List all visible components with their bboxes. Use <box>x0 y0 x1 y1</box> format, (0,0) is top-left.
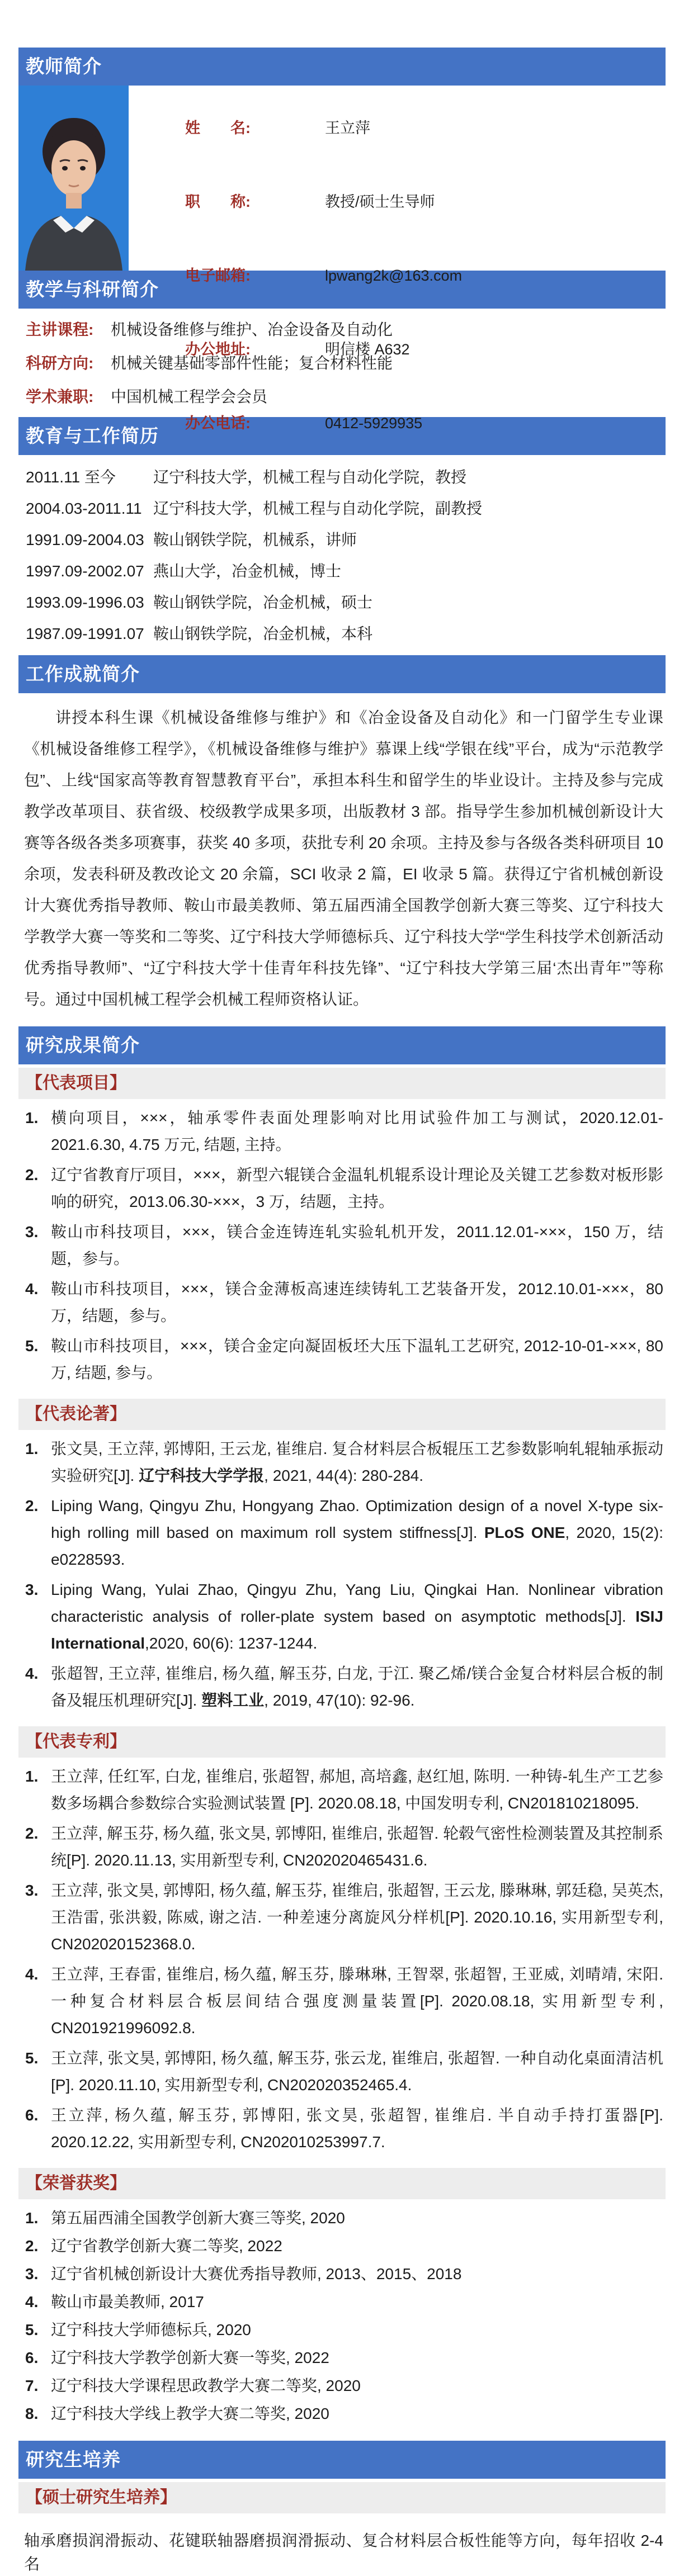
value-courses: 机械设备维修与维护、冶金设备及自动化 <box>111 321 393 338</box>
row-research-direction <box>26 353 666 373</box>
value-research-direction: 机械关键基础零部件性能；复合材料性能 <box>111 354 393 372</box>
honor-item: 第五届西浦全国教学创新大赛三等奖, 2020 <box>51 2209 345 2227</box>
timeline-detail: 辽宁科技大学，机械工程与自动化学院，教授 <box>153 468 467 486</box>
timeline-detail: 燕山大学，冶金机械，博士 <box>153 562 342 580</box>
label-research-direction: 科研方向: <box>26 354 94 372</box>
timeline-entry <box>26 561 666 581</box>
honor-item: 辽宁省教学创新大赛二等奖, 2022 <box>51 2237 282 2255</box>
timeline-entry <box>26 499 666 519</box>
master-training-paragraph: 轴承磨损润滑振动、花键联轴器磨损润滑振动、复合材料层合板性能等方向，每年招收 2-4 名 <box>24 2532 663 2573</box>
section-header-graduate-training <box>18 2441 666 2479</box>
field-label-email: 电子邮箱: <box>185 267 251 284</box>
label-courses: 主讲课程: <box>26 321 94 338</box>
timeline-period: 1991.09-2004.03 <box>26 531 144 548</box>
timeline-entry <box>26 624 666 644</box>
subsection-header-master-training: 【硕士研究生培养】 <box>18 2482 666 2513</box>
subsection-header-honors: 【荣誉获奖】 <box>18 2168 666 2199</box>
timeline-period: 1987.09-1991.07 <box>26 625 144 642</box>
section-title: 研究成果简介 <box>26 1035 140 1055</box>
honor-item: 辽宁科技大学师德标兵, 2020 <box>51 2321 251 2338</box>
patent-item: 王立萍, 杨久蕴, 解玉芬, 郭博阳, 张文昊, 张超智, 崔维启. 半自动手持打蛋器[P]. 2020.12.22, 实用新型专利, CN202010253997.7. <box>51 2106 663 2151</box>
honor-item: 辽宁科技大学教学创新大赛一等奖, 2022 <box>51 2349 329 2366</box>
section-title: 教学与科研简介 <box>26 279 159 300</box>
projects-list <box>18 1105 666 1395</box>
honors-list <box>18 2205 666 2434</box>
citation-text: , 2019, 47(10): 92-96. <box>264 1692 415 1709</box>
project-item: 鞍山市科技项目，×××，镁合金定向凝固板坯大压下温轧工艺研究, 2012-10-01-×××, 80 万, 结题, 参与。 <box>51 1337 663 1381</box>
timeline-entry <box>26 530 666 550</box>
patent-item: 王立萍, 解玉芬, 杨久蕴, 张文昊, 郭博阳, 崔维启, 张超智. 轮毂气密性检测装置及其控制系统[P]. 2020.11.13, 实用新型专利, CN202020465431.6. <box>51 1825 663 1869</box>
citation-text: Liping Wang, Qingyu Zhu, Hongyang Zhao. Optimization design of a novel X-type six-high rolling mill based on maximum roll system stiffness[J]. <box>51 1497 663 1541</box>
journal-name: PLoS ONE <box>484 1524 565 1541</box>
patent-item: 王立萍, 王春雷, 崔维启, 杨久蕴, 解玉芬, 滕琳琳, 王智翠, 张超智, 王亚威, 刘晴靖, 宋阳. 一种复合材料层合板层间结合强度测量装置[P]. 2020.08.18, 实用新型专利, CN201921996092.8. <box>51 1966 663 2037</box>
work-achievements-paragraph: 讲授本科生课《机械设备维修与维护》和《冶金设备及自动化》和一门留学生专业课《机械设备维修工程学》，《机械设备维修与维护》慕课上线“学银在线”平台，成为“示范教学包”、上线“国家高等教育智慧教育平台”，承担本科生和留学生的毕业设计。主持及参与完成教学改革项目、获省级、校级教学成果多项，出版教材 3 部。指导学生参加机械创新设计大赛等各级各类多项赛事，获奖 40 多项，获批专利 20 余项。主持及参与各级各类科研项目 10 余项，发表科研及教改论文 20 余篇，SCI 收录 2 篇，EI 收录 5 篇。获得辽宁省机械创新设计大赛优秀指导教师、鞍山市最美教师、第五届西浦全国教学创新大赛三等奖、辽宁科技大学教学大赛一等奖和二等奖、辽宁科技大学师德标兵、辽宁科技大学“学生科技学术创新活动优秀指导教师”、“辽宁科技大学十佳青年科技先锋”、“辽宁科技大学第三届‘杰出青年’”等称号。通过中国机械工程学会机械工程师资格认证。 <box>24 709 663 1008</box>
field-value-email: lpwang2k@163.com <box>325 267 463 284</box>
honor-item: 辽宁科技大学课程思政教学大赛二等奖, 2020 <box>51 2377 361 2394</box>
subsection-header-publications: 【代表论著】 <box>18 1399 666 1430</box>
section-title: 研究生培养 <box>26 2449 121 2470</box>
project-item: 辽宁省教育厅项目，×××，新型六辊镁合金温轧机辊系设计理论及关键工艺参数对板形影响的研究，2013.06.30-×××，3 万，结题，主持。 <box>51 1166 663 1210</box>
journal-name: 塑料工业 <box>201 1692 265 1709</box>
citation-text: Liping Wang, Yulai Zhao, Qingyu Zhu, Yang Liu, Qingkai Han. Nonlinear vibration characteristic analysis of roller-plate system based on asymptotic methods[J]. <box>51 1581 663 1625</box>
value-academic-memberships: 中国机械工程学会会员 <box>111 388 268 405</box>
person-portrait-icon <box>18 86 129 271</box>
journal-name: 辽宁科技大学学报 <box>139 1467 265 1484</box>
project-item: 鞍山市科技项目，×××，镁合金薄板高速连续铸轧工艺装备开发，2012.10.01-×××，80 万，结题，参与。 <box>51 1280 663 1324</box>
label-academic-memberships: 学术兼职: <box>26 388 94 405</box>
patent-item: 王立萍, 张文昊, 郭博阳, 杨久蕴, 解玉芬, 张云龙, 崔维启, 张超智. 一种自动化桌面清洁机[P]. 2020.11.10, 实用新型专利, CN202020352465.4. <box>51 2049 663 2094</box>
field-label-office: 办公地址: <box>185 341 251 358</box>
field-label-title: 职 称: <box>185 193 251 210</box>
section-header-teacher-intro <box>18 48 666 86</box>
timeline-detail: 鞍山钢铁学院，冶金机械，硕士 <box>153 594 373 611</box>
patent-item: 王立萍, 张文昊, 郭博阳, 杨久蕴, 解玉芬, 崔维启, 张超智, 王云龙, 滕琳琳, 郭廷稳, 吴英杰, 王浩雷, 张洪毅, 陈威, 谢之洁. 一种差速分离旋风分样机[P]. 2020.10.16, 实用新型专利, CN202020152368.0. <box>51 1882 663 1953</box>
honor-item: 鞍山市最美教师, 2017 <box>51 2293 204 2310</box>
section-header-research-results <box>18 1026 666 1064</box>
project-item: 鞍山市科技项目，×××，镁合金连铸连轧实验轧机开发，2011.12.01-×××，150 万，结题，参与。 <box>51 1223 663 1267</box>
page-title: 教师简介 <box>26 56 102 77</box>
publication-item <box>25 1660 663 1714</box>
citation-text: ,2020, 60(6): 1237-1244. <box>145 1635 318 1652</box>
publications-list <box>18 1436 666 1723</box>
profile-photo <box>18 86 129 271</box>
project-item: 横向项目，×××，轴承零件表面处理影响对比用试验件加工与测试，2020.12.01-2021.6.30, 4.75 万元, 结题, 主持。 <box>51 1109 663 1153</box>
timeline-period: 2011.11 至今 <box>26 468 116 486</box>
patents-list <box>18 1763 666 2165</box>
row-courses <box>26 320 666 340</box>
section-title: 工作成就简介 <box>26 664 140 684</box>
honor-item: 辽宁省机械创新设计大赛优秀指导教师, 2013、2015、2018 <box>51 2265 462 2283</box>
honor-item: 辽宁科技大学线上教学大赛二等奖, 2020 <box>51 2405 329 2422</box>
subsection-header-patents: 【代表专利】 <box>18 1726 666 1758</box>
field-label-phone: 办公电话: <box>185 415 251 432</box>
timeline-period: 1993.09-1996.03 <box>26 594 144 611</box>
subsection-header-projects: 【代表项目】 <box>18 1068 666 1099</box>
education-work-timeline <box>18 455 666 655</box>
field-value-phone: 0412-5929935 <box>325 415 423 432</box>
journal-name: ISIJ International <box>51 1608 663 1652</box>
citation-text: 张超智, 王立萍, 崔维启, 杨久蕴, 解玉芬, 白龙, 于江. 聚乙烯/镁合金复合材料层合板的制备及辊压机理研究[J]. <box>51 1665 663 1709</box>
timeline-entry <box>26 467 666 487</box>
section-header-work-achievements <box>18 655 666 693</box>
field-row-email <box>143 245 462 306</box>
publication-item <box>25 1576 663 1657</box>
field-row-name <box>143 98 462 158</box>
patent-item: 王立萍, 任红军, 白龙, 崔维启, 张超智, 郝旭, 高培鑫, 赵红旭, 陈明. 一种铸-轧生产工艺参数多场耦合参数综合实验测试装置 [P]. 2020.08.18, 中国发明专利, CN201810218095. <box>51 1768 663 1812</box>
section-title: 教育与工作简历 <box>26 425 159 446</box>
publication-item <box>25 1493 663 1573</box>
timeline-detail: 辽宁科技大学，机械工程与自动化学院，副教授 <box>153 500 483 517</box>
field-value-title: 教授/硕士生导师 <box>325 193 435 210</box>
field-value-office: 明信楼 A632 <box>325 341 410 358</box>
citation-text: , 2021, 44(4): 280-284. <box>264 1467 424 1484</box>
publication-item <box>25 1436 663 1489</box>
timeline-detail: 鞍山钢铁学院，机械系，讲师 <box>153 531 357 548</box>
timeline-period: 1997.09-2002.07 <box>26 562 144 580</box>
field-row-title <box>143 172 462 232</box>
timeline-period: 2004.03-2011.11 <box>26 500 142 517</box>
field-value-name: 王立萍 <box>325 120 371 136</box>
timeline-entry <box>26 593 666 613</box>
citation-text: 张文昊, 王立萍, 郭博阳, 王云龙, 崔维启. 复合材料层合板辊压工艺参数影响轧辊轴承振动实验研究[J]. <box>51 1440 663 1484</box>
field-label-name: 姓 名: <box>185 120 251 136</box>
citation-text: , 2020, 15(2): e0228593. <box>51 1524 664 1568</box>
timeline-detail: 鞍山钢铁学院，冶金机械，本科 <box>153 625 373 642</box>
